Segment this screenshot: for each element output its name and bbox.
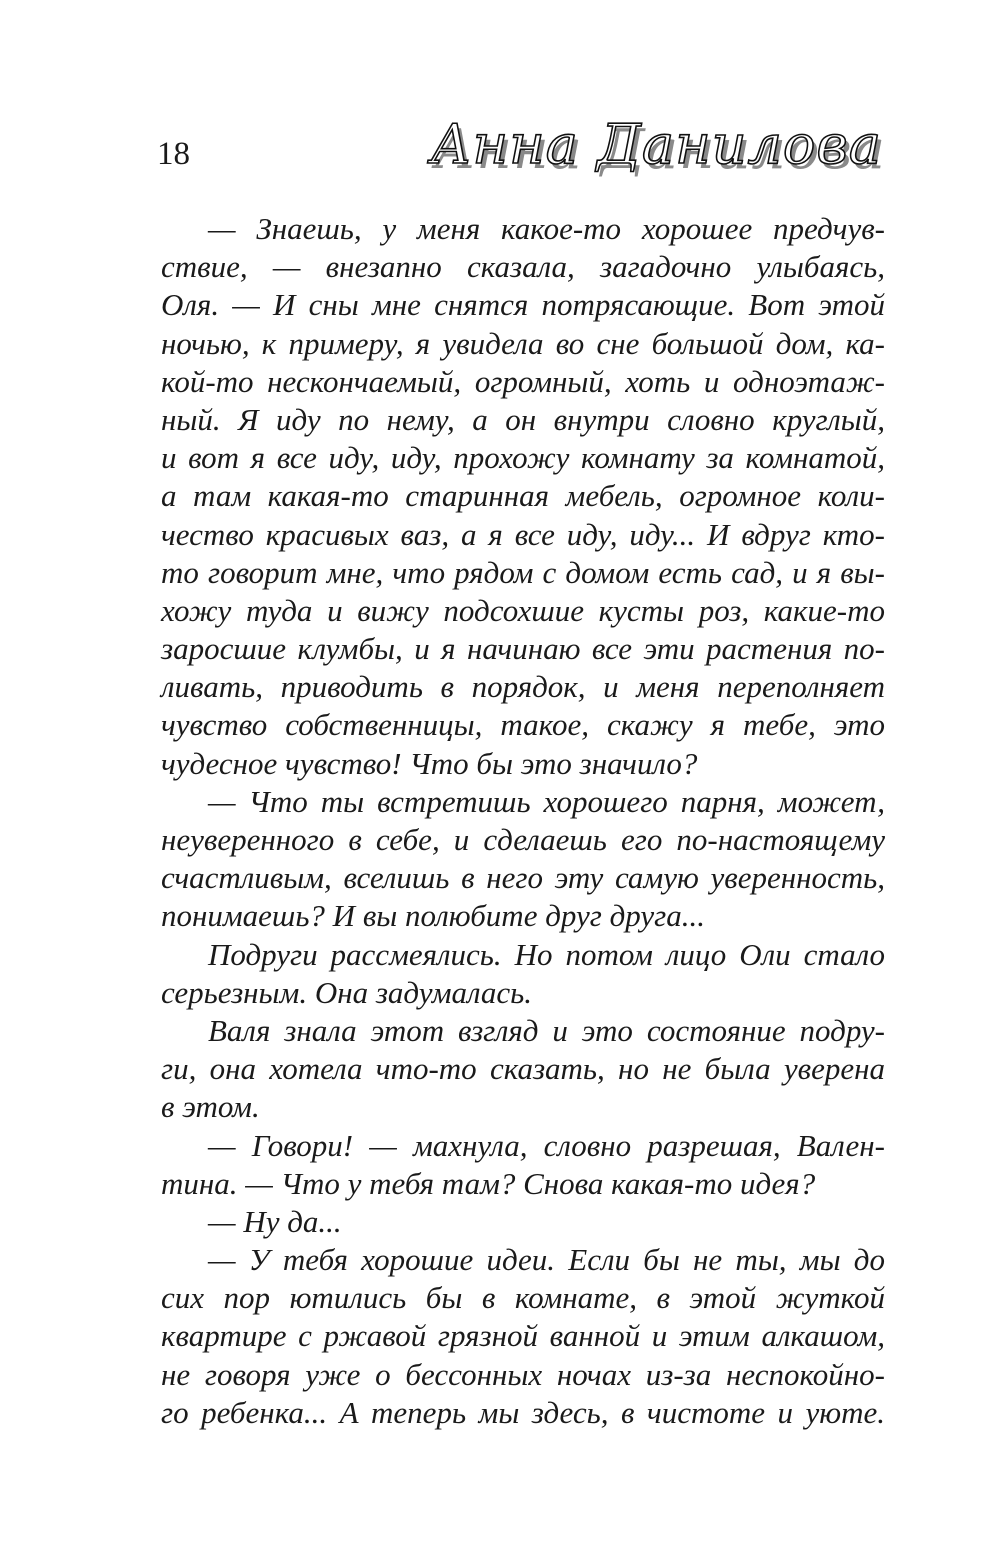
text-line: тина. — Что у тебя там? Снова какая-то идея? [161,1165,816,1201]
text-line: ги, она хотела что-то сказать, но не была уверена [161,1051,885,1087]
text-line: ный. Я иду по нему, а он внутри словно круглый, [161,401,885,437]
text-line: го ребенка... А теперь мы здесь, в чистоте и уюте. [161,1394,885,1430]
text-line: чество красивых ваз, а я все иду, иду... И вдруг кто- [161,516,885,552]
text-line: ночью, к примеру, я увидела во сне большой дом, ка- [161,325,885,361]
text-line: ствие, — внезапно сказала, загадочно улыбаясь, [161,249,885,285]
text-line: кой-то нескончаемый, огромный, хоть и одноэтаж- [161,363,885,399]
paragraph [161,936,885,1012]
text-line: чудесное чувство! Что бы это значило? [161,745,698,781]
text-line: ливать, приводить в порядок, и меня переполняет [161,669,885,705]
text-line: не говоря уже о бессонных ночах из-за неспокойно- [161,1356,885,1392]
paragraph [161,1241,885,1432]
paragraph [161,210,885,783]
text-line: сих пор ютились бы в комнате, в этой жуткой [161,1280,885,1316]
page-number: 18 [157,136,190,172]
paragraph [161,1203,885,1241]
text-line: — Знаешь, у меня какое-то хорошее предчув- [208,211,885,246]
text-line: понимаешь? И вы полюбите друг друга... [161,898,705,934]
text-line: — У тебя хорошие идеи. Если бы не ты, мы до [208,1242,885,1278]
text-line: в этом. [161,1089,260,1125]
text-line: — Что ты встретишь хорошего парня, может, [208,783,885,819]
text-line: чувство собственницы, такое, скажу я тебе, это [161,707,885,743]
text-line: — Ну да... [208,1203,342,1239]
text-line: Валя знала этот взгляд и это состояние подру- [208,1012,885,1048]
text-line: и вот я все иду, иду, прохожу комнату за комнатой, [161,440,885,476]
paragraph [161,783,885,936]
text-line: а там какая-то старинная мебель, огромное коли- [161,478,885,514]
text-line: заросшие клумбы, и я начинаю все эти растения по- [161,631,885,667]
body-text [161,210,885,1432]
text-line: квартире с ржавой грязной ванной и этим алкашом, [161,1318,885,1354]
text-line: счастливым, вселишь в него эту самую уверенность, [161,860,885,896]
text-line: Оля. — И сны мне снятся потрясающие. Вот этой [161,287,885,323]
text-line: — Говори! — махнула, словно разрешая, Вален- [208,1127,885,1163]
paragraph [161,1012,885,1127]
text-line: Подруги рассмеялись. Но потом лицо Оли стало [208,936,885,972]
running-head-author: Анна Данилова [430,113,882,176]
text-line: серьезным. Она задумалась. [161,974,532,1010]
text-line: то говорит мне, что рядом с домом есть сад, и я вы- [161,554,885,590]
text-line: неуверенного в себе, и сделаешь его по-настоящему [161,822,885,857]
paragraph [161,1127,885,1203]
text-line: хожу туда и вижу подсохшие кусты роз, какие-то [161,592,885,628]
